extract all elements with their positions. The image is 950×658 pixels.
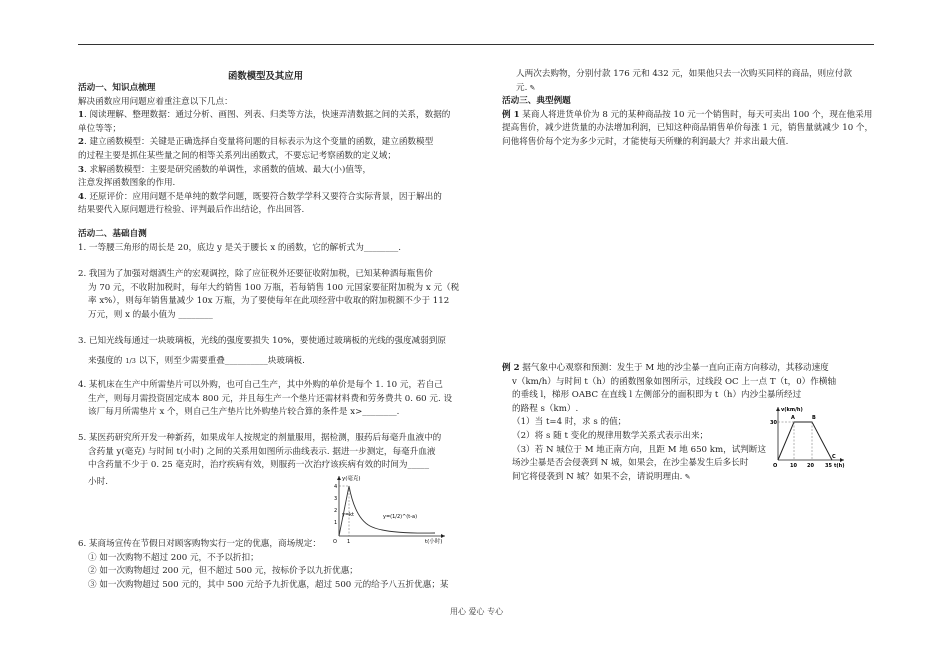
question-6 — [78, 538, 468, 592]
line: 人两次去购物，分别付款 176 元和 432 元，如果他只去一次购买同样的商品，则应付款 — [516, 69, 852, 79]
section-heading: 活动二、基础自测 — [78, 229, 147, 239]
y-axis-label: y(毫克) — [342, 476, 361, 482]
paragraph: 解决函数应用问题应着重注意以下几点： — [78, 96, 233, 107]
header-rule — [78, 44, 874, 45]
line: 率 x%），则每年销售量减少 10x 万瓶，为了要使每年在此项经营中收取的附加税额不少于 112 — [88, 296, 450, 307]
tick-label: 1 — [334, 520, 338, 526]
question-1: 1. 一等腰三角形的周长是 20，底边 y 是关于腰长 x 的函数，它的解析式为________. — [78, 242, 401, 253]
line: 的路程 s（km）. — [512, 403, 579, 414]
line: （3）若 N 城位于 M 地正南方向，且距 M 地 650 km，试判断这 — [512, 444, 767, 455]
line: 中含药量不少于 0. 25 毫克时，治疗疾病有效，则服药一次治疗该疾病有效的时间为_____ — [88, 460, 430, 471]
question-4 — [78, 379, 468, 420]
line: 该厂每月所需垫片 x 个，则自己生产垫片比外购垫片较合算的条件是 x>________. — [88, 407, 400, 418]
tick-label: 20 — [807, 463, 814, 469]
section-heading: 活动一、知识点梳理 — [78, 83, 156, 93]
line: （2）将 s 随 t 变化的规律用数学关系式表示出来； — [512, 430, 709, 441]
line: 问他将售价每个定为多少元时，才能使每天所赚的利润最大？并求出最大值. — [502, 136, 789, 147]
line: 场沙尘暴是否会侵袭到 N 城，如果会，在沙尘暴发生后多长时 — [512, 458, 749, 469]
question-3 — [78, 335, 468, 368]
tick-label: 10 — [790, 463, 797, 469]
line: 为 70 元，不收附加税时，每年大约销售 100 万瓶，若每销售 100 元国家要征附加税为 x 元（税 — [88, 282, 460, 293]
line: （1）当 t=4 时，求 s 的值； — [512, 417, 627, 428]
line: ② 如一次购物超过 200 元，但不超过 500 元，按标价予以九折优惠； — [88, 566, 358, 577]
right-column — [502, 68, 874, 150]
line: ③ 如一次购物超过 500 元的，其中 500 元给予九折优惠，超过 500 元的给予八五折优惠；某 — [88, 579, 449, 590]
line: 来强度的 1/3 以下，则至少需要重叠__________块玻璃板. — [88, 355, 305, 366]
line: 间它将侵袭到 N 城？如果不会，请说明理由. ✎ — [512, 471, 691, 482]
tick-label: 1 — [347, 539, 351, 544]
line: 生产，则每月需投资固定成本 800 元，并且每生产一个垫片还需材料费和劳务费共 0. 60 元. 设 — [88, 393, 453, 404]
left-column — [78, 82, 468, 218]
line: 2. 我国为了加强对烟酒生产的宏观调控，除了应征税外还要征收附加税，已知某种酒每瓶售价 — [78, 269, 433, 279]
origin-label: O — [333, 539, 337, 544]
curve-label: y=(1/2)^(t-a) — [383, 514, 418, 520]
paragraph: 单位等等； — [78, 123, 121, 134]
point-label: A — [791, 415, 795, 421]
tick-label: 35 — [825, 463, 832, 469]
question-2 — [78, 268, 468, 322]
line: 例 1 某商人将进货单价为 8 元的某种商品按 10 元一个销售时，每天可卖出 100 个，现在他采用 — [502, 109, 873, 120]
origin-label: O — [773, 463, 778, 469]
fraction: 1/3 — [125, 356, 136, 365]
page-footer: 用心 爱心 专心 — [450, 607, 504, 616]
left-column-q — [78, 228, 468, 255]
paragraph: 的过程主要是抓住某些量之间的相等关系列出函数式，不要忘记考察函数的定义域； — [78, 150, 396, 161]
line: 例 2 据气象中心观察和预测：发生于 M 地的沙尘暴一直向正南方向移动，其移动速度 — [502, 363, 829, 373]
paragraph: 3. 求解函数模型：主要是研究函数的单调性，求函数的值域、最大(小)值等， — [78, 164, 372, 175]
curve-label: y=kt — [342, 512, 355, 518]
tick-label: 30 — [770, 420, 777, 426]
x-axis-label: t(h) — [834, 463, 845, 469]
tick-label: 2 — [334, 508, 338, 514]
line: 6. 某商场宣传在节假日对顾客购物实行一定的优惠，商场规定： — [78, 539, 321, 549]
tick-label: 4 — [334, 484, 338, 490]
paragraph: 注意发挥函数图象的作用. — [78, 178, 176, 189]
tick-label: 3 — [334, 496, 338, 502]
line: 4. 某机床在生产中所需垫片可以外购，也可自己生产，其中外购的单价是每个 1. 10 元，若自己 — [78, 380, 443, 390]
paragraph: 2. 建立函数模型：关键是正确选择自变量将问题的目标表示为这个变量的函数，建立函数模型 — [78, 137, 434, 148]
line: 的垂线 l，梯形 OABC 在直线 l 左侧部分的面积即为 t（h）内沙尘暴所经过 — [512, 390, 802, 401]
line: 提高售价，减少进货量的办法增加利润，已知这种商品销售单价每涨 1 元，销售量就减少 10 个， — [502, 123, 874, 134]
line: 5. 某医药研究所开发一种新药，如果成年人按规定的剂量服用，据检测，服药后每毫升血液中的 — [78, 433, 442, 443]
pen-icon: ✎ — [682, 472, 691, 481]
velocity-trapezoid-graph — [770, 404, 848, 472]
point-label: C — [832, 454, 836, 460]
point-label: B — [812, 415, 816, 421]
line: 含药量 y(毫克) 与时间 t(小时) 之间的关系用如图所示曲线表示. 据进一步测定，每毫升血液 — [88, 446, 436, 457]
line: ① 如一次购物不超过 200 元，不予以折扣； — [88, 552, 259, 563]
y-axis-label: v(km/h) — [781, 407, 803, 413]
line: 元. ✎ — [516, 82, 536, 93]
line: v（km/h）与时间 t（h）的函数图象如图所示，过线段 OC 上一点 T（t，0）作横轴 — [512, 376, 837, 387]
dose-curve-graph — [325, 472, 450, 544]
section-heading: 活动三、典型例题 — [502, 96, 571, 107]
line: 万元，则 x 的最小值为 ________ — [88, 309, 213, 320]
line: 小时. — [88, 476, 108, 487]
page-title: 函数模型及其应用 — [228, 71, 304, 82]
paragraph: 结果要代入原问题进行检验、评判最后作出结论，作出回答. — [78, 205, 305, 216]
paragraph: 1. 阅读理解、整理数据：通过分析、画图、列表、归类等方法，快速弄清数据之间的关系，数据的 — [78, 110, 451, 121]
paragraph: 4. 还原评价：应用问题不是单纯的数学问题，既要符合数学学科又要符合实际背景，因于解出的 — [78, 191, 442, 202]
x-axis-label: t(小时) — [425, 539, 443, 544]
pen-icon: ✎ — [527, 83, 536, 92]
line: 3. 已知光线每通过一块玻璃板，光线的强度要损失 10%，要使通过玻璃板的光线的强度减弱到原 — [78, 336, 446, 346]
